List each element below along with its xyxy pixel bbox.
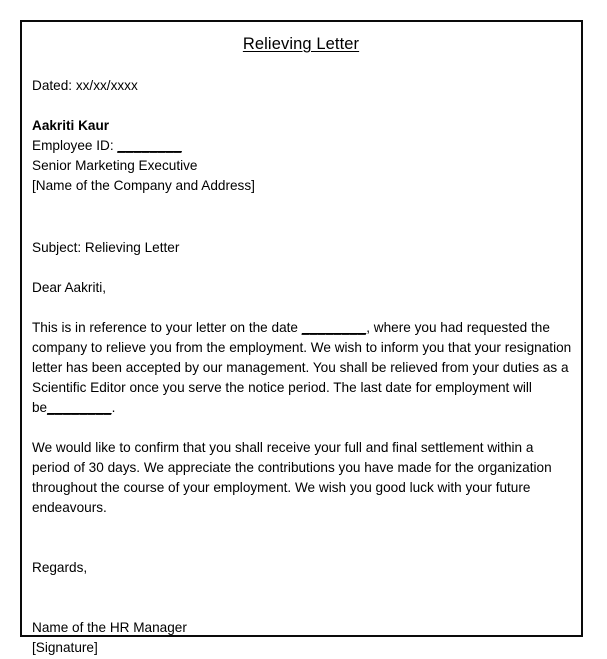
spacer-after-date: [32, 96, 570, 116]
paragraph1-date-blank: ________: [301, 320, 367, 335]
recipient-designation: Senior Marketing Executive: [32, 158, 198, 173]
spacer-after-salutation: [32, 298, 570, 318]
letter-content: [22, 22, 581, 655]
recipient-company-address: [Name of the Company and Address]: [32, 178, 255, 193]
letter-document-border: [20, 20, 583, 655]
subject-line: Subject: Relieving Letter: [32, 240, 180, 255]
salutation: Dear Aakriti,: [32, 280, 107, 295]
page-title: Relieving Letter: [242, 35, 360, 53]
paragraph1-text-part3: .: [111, 400, 116, 415]
spacer-after-title: [32, 54, 570, 76]
employee-id-label: Employee ID:: [32, 138, 118, 153]
spacer-before-closing: [32, 518, 570, 558]
spacer-after-subject: [32, 258, 570, 278]
paragraph1-last-date-blank: ________: [47, 400, 112, 415]
paragraph1-text-part1: This is in reference to your letter on the date: [32, 320, 302, 335]
spacer-signature-area: [32, 578, 570, 618]
body-paragraph-2: We would like to confirm that you shall receive your full and final settlement within a period of 30 days. We appreciate the contributions you have made for the organization throughout the course of your employment. We wish you good luck with your future endeavours.: [32, 440, 552, 515]
signature-placeholder: [Signature]: [32, 640, 98, 655]
body-paragraph-1: [32, 318, 574, 418]
signer-name: Name of the HR Manager: [32, 620, 187, 635]
paragraph1-text-part2: , where you had requested the company to relieve you from the employment. We wish to inform you that your resignation letter has been accepted by our management. You shall be relieved from your duties as a Scientific Editor once you serve the notice period. The last date for employment will be: [32, 320, 572, 415]
date-line: Dated: xx/xx/xxxx: [32, 78, 138, 93]
employee-id-line: [32, 136, 570, 156]
recipient-name: Aakriti Kaur: [32, 118, 110, 133]
closing-regards: Regards,: [32, 560, 88, 575]
spacer-between-paragraphs: [32, 418, 570, 438]
employee-id-blank: ________: [117, 138, 182, 153]
spacer-before-subject: [32, 196, 570, 238]
